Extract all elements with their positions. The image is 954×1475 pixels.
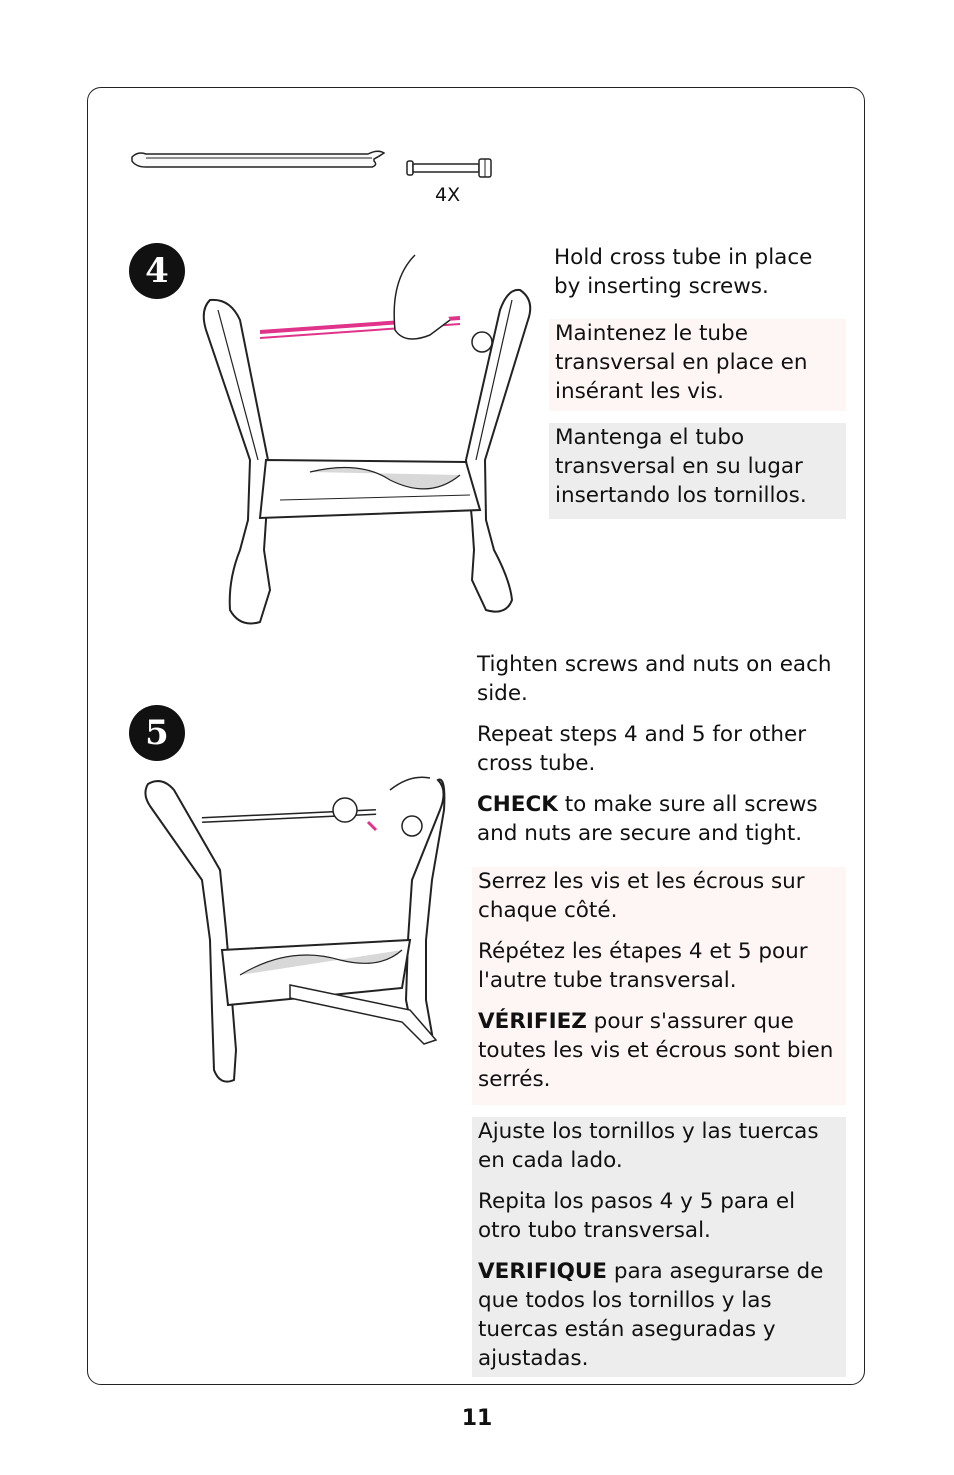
screw-part-illustration <box>405 155 497 181</box>
screw-quantity-label: 4X <box>435 184 461 206</box>
step-5-english-p1: Tighten screws and nuts on each side. <box>477 652 832 706</box>
step-5-french-p3-rest: pour s'assurer que toutes les vis et écrous sont bien serrés. <box>478 1009 834 1092</box>
step-4-english-paragraph: Hold cross tube in place by inserting screws. <box>554 245 813 299</box>
step-5-spanish-p3-rest: para asegurarse de que todos los tornillos y las tuercas están aseguradas y ajustadas. <box>478 1259 824 1371</box>
step-5-english-text <box>477 650 837 848</box>
step-5-spanish-p1: Ajuste los tornillos y las tuercas en cada lado. <box>478 1119 819 1173</box>
step-5-english-p3 <box>477 790 837 848</box>
step-5-french-p1: Serrez les vis et les écrous sur chaque côté. <box>478 869 805 923</box>
step-5-french-p2: Répétez les étapes 4 et 5 pour l'autre tube transversal. <box>478 939 808 993</box>
step-5-french-box <box>472 867 846 1105</box>
step-4-badge: 4 <box>129 243 185 299</box>
verifiez-keyword: VÉRIFIEZ <box>478 1009 587 1034</box>
step-4-french-box <box>549 319 846 411</box>
step-5-english-p3-rest: to make sure all screws and nuts are secure and tight. <box>477 792 818 846</box>
step-4-spanish-box <box>549 423 846 519</box>
cross-tube-part-illustration <box>128 145 388 175</box>
step-5-spanish-p2: Repita los pasos 4 y 5 para el otro tubo transversal. <box>478 1189 796 1243</box>
step-4-illustration <box>190 250 540 630</box>
step-5-illustration <box>140 770 450 1090</box>
step-5-french-p3 <box>478 1007 840 1094</box>
step-5-spanish-p3 <box>478 1257 840 1373</box>
verifique-keyword: VERIFIQUE <box>478 1259 607 1284</box>
step-4-french-paragraph: Maintenez le tube transversal en place en insérant les vis. <box>555 321 808 404</box>
step-4-english-text <box>554 243 844 301</box>
step-5-badge: 5 <box>129 705 185 761</box>
step-4-spanish-paragraph: Mantenga el tubo transversal en su lugar insertando los tornillos. <box>555 425 807 508</box>
step-5-english-p2: Repeat steps 4 and 5 for other cross tube. <box>477 722 807 776</box>
page-number: 11 <box>461 1406 493 1431</box>
step-5-spanish-box <box>472 1117 846 1377</box>
check-keyword: CHECK <box>477 792 558 817</box>
